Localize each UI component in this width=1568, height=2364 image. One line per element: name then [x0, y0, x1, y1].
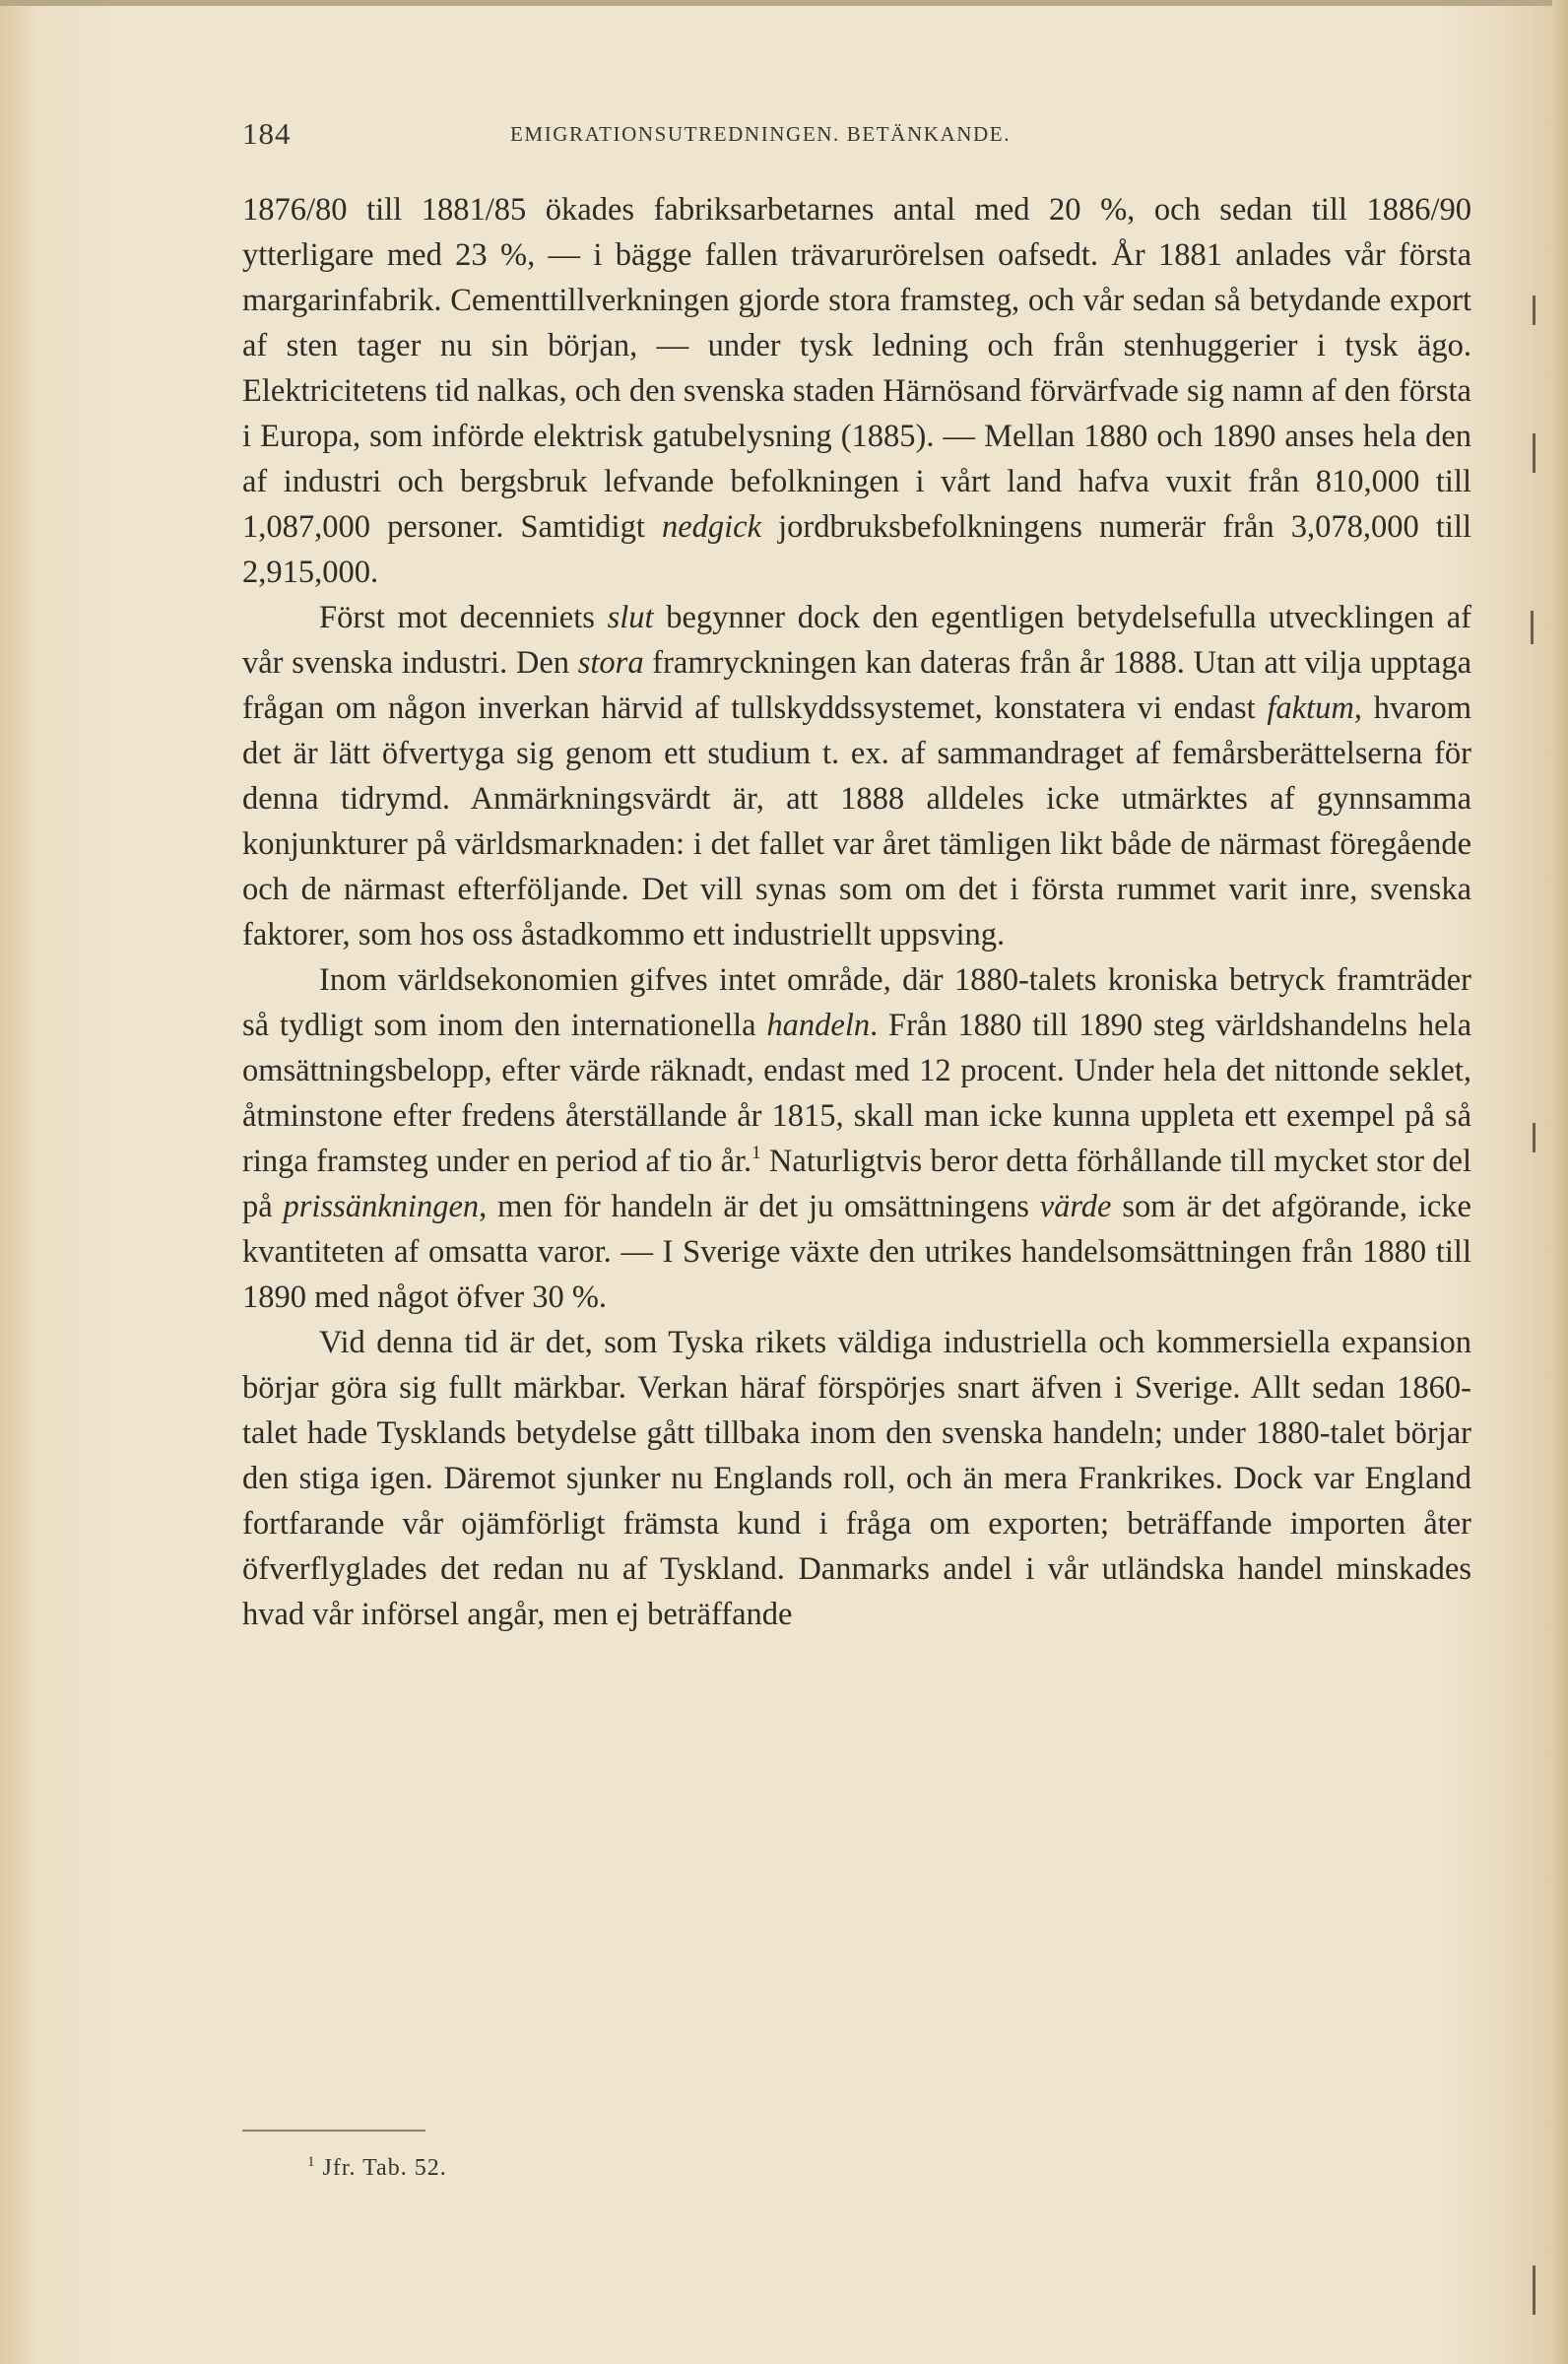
page-top-edge — [0, 0, 1568, 6]
footnote-mark: 1 — [307, 2154, 316, 2170]
margin-mark — [1531, 611, 1534, 644]
footnote-text: Jfr. Tab. 52. — [322, 2155, 447, 2181]
paragraph-3: Inom världsekonomien gifves intet område, där 1880-talets kroniska betryck framträder så tydligt som inom den internationella handeln. Från 1880 till 1890 steg världshandelns hela omsättningsbelopp, efter värde räknadt, endast med 12 procent. Under hela det nittonde seklet, åtminstone efter fredens återställande år 1815, skall man icke kunna uppleta ett exempel på så ringa framsteg under en period af tio år.$^1$ Naturligtvis beror detta förhållande till mycket stor del på prissänkningen, men för handeln är det ju omsättningens värde som är det afgörande, icke kvantiteten af omsatta varor. — I Sverige växte den utrikes handelsomsättningen från 1880 till 1890 med något öfver 30 %. — [242, 962, 1471, 1315]
emphasis: slut — [607, 600, 654, 635]
page-number: 184 — [242, 116, 292, 151]
footnote-rule — [242, 2130, 425, 2132]
margin-mark — [1533, 433, 1535, 473]
emphasis: värde — [1039, 1189, 1112, 1224]
running-head — [242, 116, 1473, 156]
margin-mark — [1533, 2266, 1535, 2315]
emphasis: nedgick — [661, 509, 762, 545]
body-text — [242, 187, 1471, 1637]
running-title: EMIGRATIONSUTREDNINGEN. BETÄNKANDE. — [510, 122, 1012, 146]
paragraph-2: Först mot decenniets slut begynner dock den egentligen betydelsefulla utvecklingen af vår svenska industri. Den stora framryckningen kan dateras från år 1888. Utan att vilja upptaga frågan om någon inverkan härvid af tullskyddssystemet, konstatera vi endast faktum, hvarom det är lätt öfvertyga sig genom ett studium t. ex. af sammandraget af femårsberättelserna för denna tidrymd. Anmärkningsvärdt är, att 1888 alldeles icke utmärktes af gynnsamma konjunkturer på världsmarknaden: i det fallet var året tämligen likt både de närmast föregående och de närmast efterföljande. Det vill synas som om det i första rummet varit inre, svenska faktorer, som hos oss åstadkommo ett industriellt uppsving. — [242, 600, 1471, 952]
emphasis: prissänkningen — [283, 1189, 480, 1224]
margin-mark — [1533, 1123, 1535, 1152]
emphasis: handeln — [766, 1008, 871, 1043]
emphasis: faktum — [1267, 690, 1354, 726]
emphasis: stora — [577, 645, 644, 681]
footnote-ref: 1 — [751, 1143, 761, 1163]
paragraph-1: 1876/80 till 1881/85 ökades fabriksarbetarnes antal med 20 %, och sedan till 1886/90 ytterligare med 23 %, — i bägge fallen trävarurörelsen oafsedt. År 1881 anlades vår första margarinfabrik. Cementtillverkningen gjorde stora framsteg, och vår sedan så betydande export af sten tager nu sin början, — under tysk ledning och från stenhuggerier i tysk ägo. Elektricitetens tid nalkas, och den svenska staden Härnösand förvärfvade sig namn af den första i Europa, som införde elektrisk gatubelysning (1885). — Mellan 1880 och 1890 anses hela den af industri och bergsbruk lefvande befolkningen i vårt land hafva vuxit från 810,000 till 1,087,000 personer. Samtidigt nedgick jordbruksbefolkningens numerär från 3,078,000 till 2,915,000. — [242, 192, 1472, 590]
paragraph-4: Vid denna tid är det, som Tyska rikets väldiga industriella och kommersiella expansion börjar göra sig fullt märkbar. Verkan häraf förspörjes snart äfven i Sverige. Allt sedan 1860-talet hade Tysklands betydelse gått tillbaka inom den svenska handeln; under 1880-talet börjar den stiga igen. Däremot sjunker nu Englands roll, och än mera Frankrikes. Dock var England fortfarande vår ojämförligt främsta kund i fråga om exporten; beträffande importen åter öfverflyglades det redan nu af Tyskland. Danmarks andel i vår utländska handel minskades hvad vår införsel angår, men ej beträffande — [242, 1325, 1471, 1632]
page-right-edge — [1552, 0, 1568, 2364]
footnote — [307, 2155, 447, 2182]
margin-mark — [1533, 296, 1535, 325]
